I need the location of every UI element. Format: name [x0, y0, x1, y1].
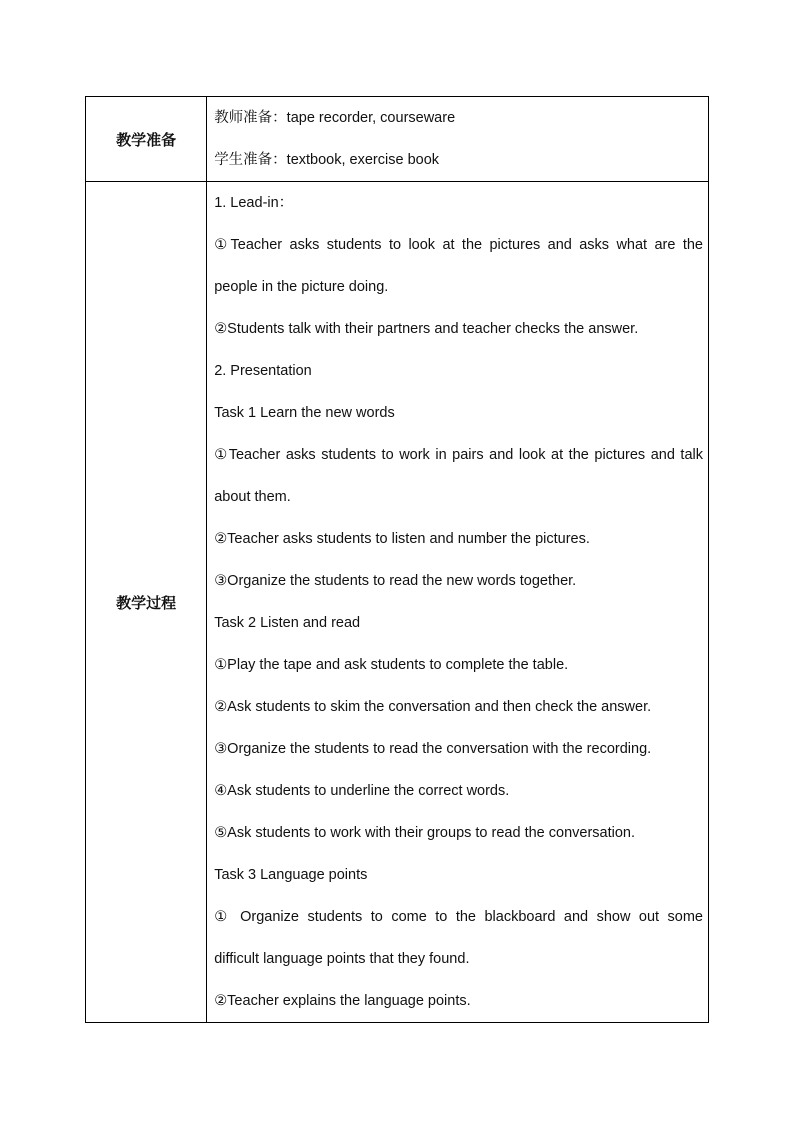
process-line: difficult language points that they found.	[214, 951, 470, 967]
process-content	[207, 182, 709, 1023]
process-line: ①Play the tape and ask students to complete the table.	[214, 657, 569, 673]
prep-row	[86, 97, 709, 182]
student-prep-line: 学生准备：textbook, exercise book	[214, 152, 440, 168]
process-line: ① Organize students to come to the blackboard and show out some	[214, 909, 703, 925]
process-line: about them.	[214, 489, 291, 505]
process-line: ②Teacher explains the language points.	[214, 993, 471, 1009]
step-heading-lead-in: 1. Lead-in：	[214, 195, 294, 211]
process-line: ①Teacher asks students to look at the pictures and asks what are the	[214, 237, 703, 253]
process-line: ②Students talk with their partners and teacher checks the answer.	[214, 321, 639, 337]
lesson-plan-table	[85, 96, 709, 1023]
teacher-prep-line: 教师准备：tape recorder, courseware	[214, 110, 456, 126]
prep-content	[207, 97, 709, 182]
process-line: people in the picture doing.	[214, 279, 389, 295]
process-label: 教学过程	[86, 182, 207, 1023]
process-line: ③Organize the students to read the new words together.	[214, 573, 577, 589]
process-line: ②Teacher asks students to listen and number the pictures.	[214, 531, 590, 547]
process-line: ③Organize the students to read the conversation with the recording.	[214, 741, 652, 757]
task-heading: Task 3 Language points	[214, 867, 368, 883]
process-line: ④Ask students to underline the correct words.	[214, 783, 510, 799]
task-heading: Task 1 Learn the new words	[214, 405, 395, 421]
prep-label: 教学准备	[86, 97, 207, 182]
step-heading-presentation: 2. Presentation	[214, 363, 312, 379]
process-line: ①Teacher asks students to work in pairs and look at the pictures and talk	[214, 447, 703, 463]
process-line: ②Ask students to skim the conversation and then check the answer.	[214, 699, 652, 715]
process-row	[86, 182, 709, 1023]
task-heading: Task 2 Listen and read	[214, 615, 361, 631]
process-line: ⑤Ask students to work with their groups to read the conversation.	[214, 825, 636, 841]
